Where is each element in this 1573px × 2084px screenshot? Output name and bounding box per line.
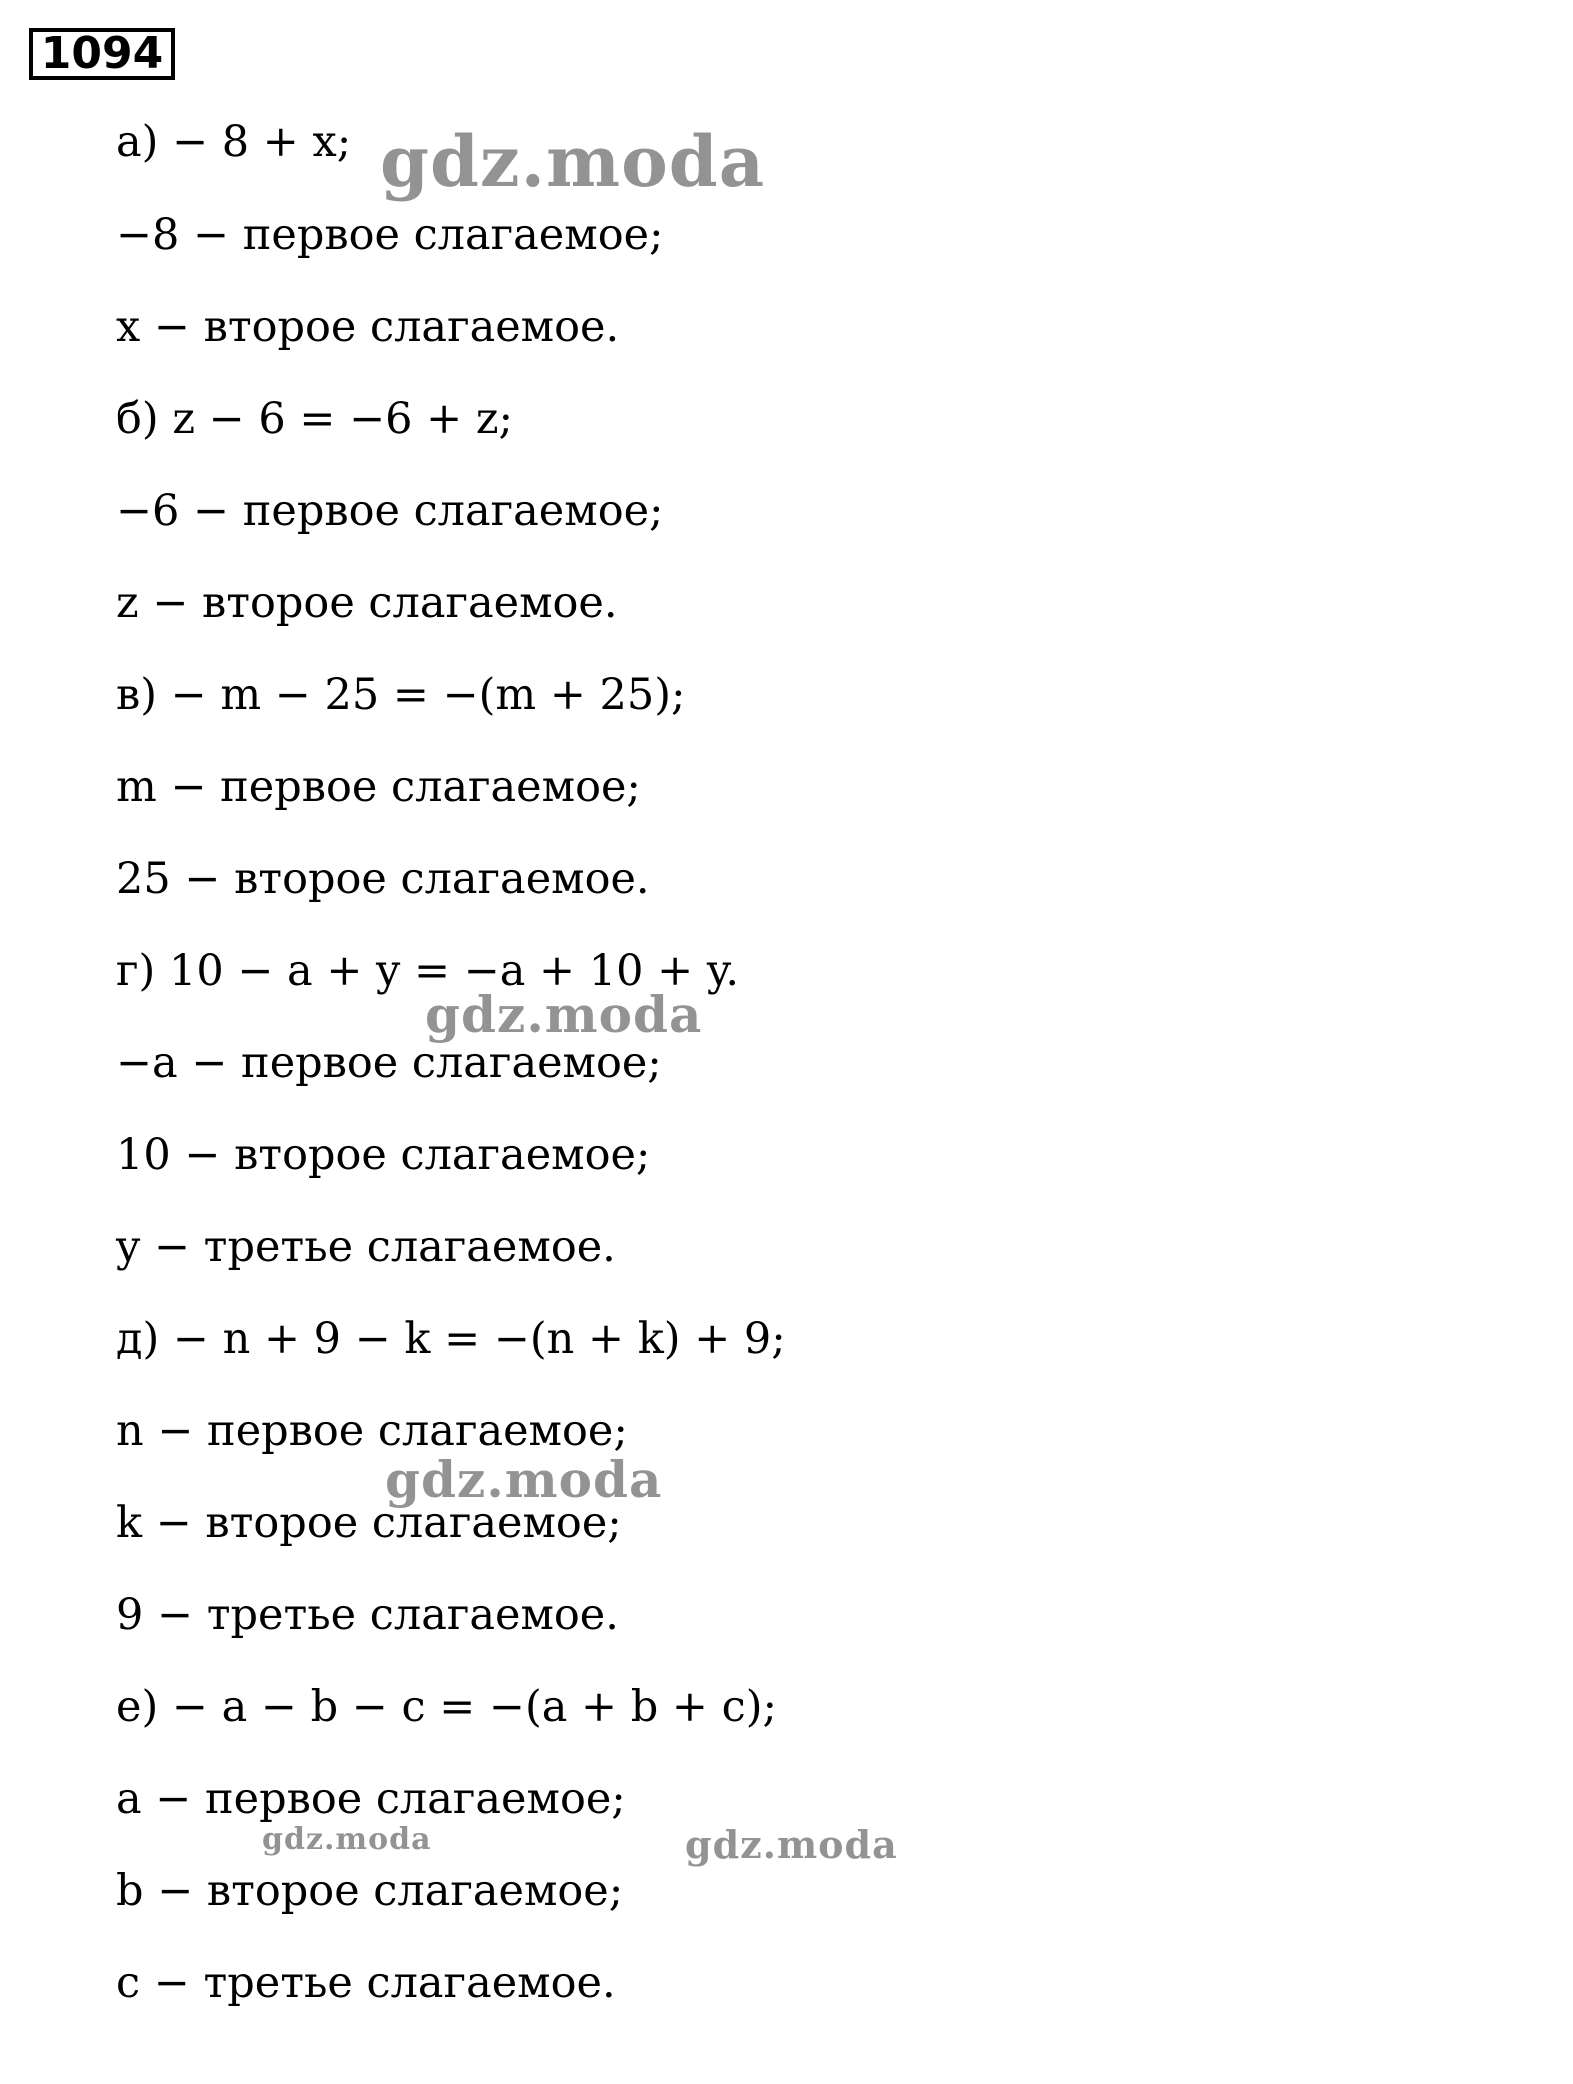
solution-line: −a − первое слагаемое; xyxy=(116,1038,662,1088)
solution-line: −8 − первое слагаемое; xyxy=(116,210,664,260)
solution-line: 9 − третье слагаемое. xyxy=(116,1590,619,1640)
watermark: gdz.moda xyxy=(385,1450,663,1509)
solution-line: a − первое слагаемое; xyxy=(116,1774,626,1824)
solution-line-a: а) − 8 + x; xyxy=(116,117,352,167)
solution-line: n − первое слагаемое; xyxy=(116,1406,628,1456)
solution-line-d: д) − n + 9 − k = −(n + k) + 9; xyxy=(116,1314,786,1364)
watermark: gdz.moda xyxy=(685,1822,898,1867)
solution-line: b − второе слагаемое; xyxy=(116,1866,624,1916)
task-number: 1094 xyxy=(29,28,175,80)
solution-line: y − третье слагаемое. xyxy=(116,1222,616,1272)
solution-line: k − второе слагаемое; xyxy=(116,1498,622,1548)
solution-line-e: е) − a − b − c = −(a + b + c); xyxy=(116,1682,777,1732)
solution-line: 10 − второе слагаемое; xyxy=(116,1130,651,1180)
solution-line-g: г) 10 − a + y = −a + 10 + y. xyxy=(116,946,740,996)
solution-line: −6 − первое слагаемое; xyxy=(116,486,664,536)
solution-line: 25 − второе слагаемое. xyxy=(116,854,650,904)
watermark: gdz.moda xyxy=(380,120,766,203)
solution-line: z − второе слагаемое. xyxy=(116,578,618,628)
watermark: gdz.moda xyxy=(262,1822,432,1857)
solution-line-v: в) − m − 25 = −(m + 25); xyxy=(116,670,686,720)
solution-line-b: б) z − 6 = −6 + z; xyxy=(116,394,513,444)
watermark: gdz.moda xyxy=(425,985,703,1044)
solution-line: x − второе слагаемое. xyxy=(116,302,620,352)
solution-line: m − первое слагаемое; xyxy=(116,762,641,812)
solution-line: c − третье слагаемое. xyxy=(116,1958,616,2008)
